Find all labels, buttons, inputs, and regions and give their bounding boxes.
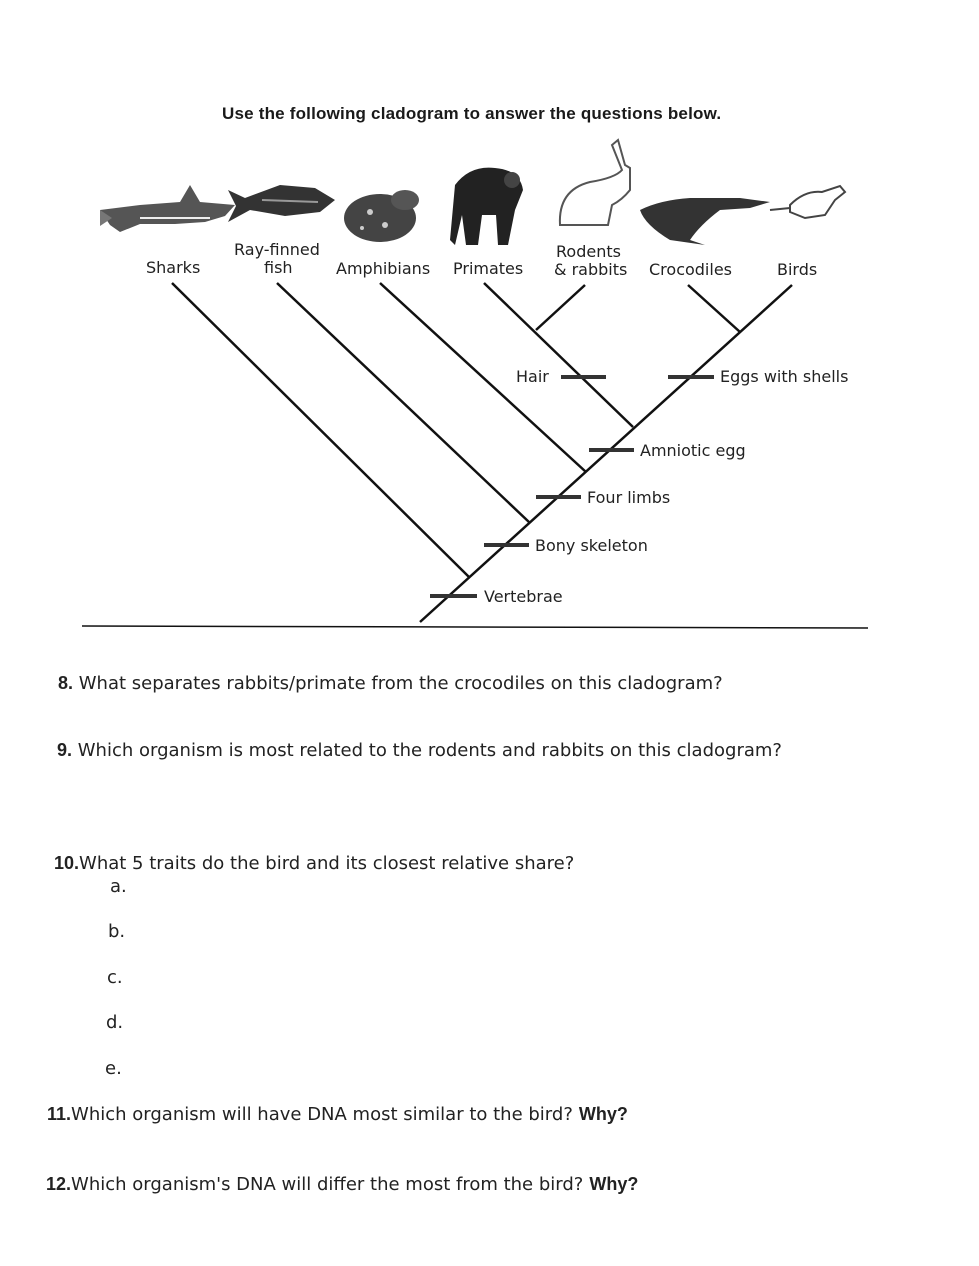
- answer-letter-b: b.: [108, 921, 126, 942]
- worksheet-heading: Use the following cladogram to answer the questions below.: [222, 104, 722, 123]
- why-label: Why?: [578, 1104, 628, 1124]
- bird-icon: [770, 186, 845, 218]
- taxon-rodents-line1: Rodents: [556, 242, 621, 261]
- answer-letter-a: a.: [110, 876, 127, 897]
- shark-icon: [100, 185, 235, 232]
- trait-ticks: [430, 377, 714, 596]
- taxon-sharks: Sharks: [146, 258, 201, 277]
- taxon-amphibians: Amphibians: [336, 259, 431, 278]
- branch-sharks: [172, 283, 470, 578]
- crocodile-icon: [640, 198, 770, 245]
- branch-rodents: [536, 285, 585, 330]
- baseline-rule: [82, 626, 868, 628]
- branch-ray-finned-fish: [277, 283, 530, 523]
- taxon-ray-finned-line1: Ray-finned: [234, 240, 320, 259]
- taxon-primates: Primates: [453, 259, 524, 278]
- question-10: [54, 853, 574, 874]
- trait-hair: Hair: [516, 367, 549, 386]
- answer-letter-c: c.: [107, 967, 123, 988]
- trait-amniotic-egg: Amniotic egg: [640, 441, 746, 460]
- trait-eggs-with-shells: Eggs with shells: [720, 367, 849, 386]
- trait-bony-skeleton: Bony skeleton: [535, 536, 648, 555]
- branch-primates: [484, 283, 633, 427]
- why-label: Why?: [589, 1174, 639, 1194]
- question-8: [58, 673, 723, 694]
- question-text: What separates rabbits/primate from the crocodiles on this cladogram?: [78, 673, 723, 694]
- taxon-rodents-line2: & rabbits: [554, 260, 628, 279]
- question-12: [46, 1174, 638, 1195]
- frog-icon: [344, 190, 419, 242]
- gorilla-icon: [450, 168, 523, 245]
- branch-crocodiles: [688, 285, 740, 332]
- taxon-crocodiles: Crocodiles: [649, 260, 732, 279]
- question-number: 9.: [57, 740, 73, 760]
- rabbit-icon: [560, 140, 630, 225]
- answer-letter-d: d.: [106, 1012, 124, 1033]
- question-11: [47, 1104, 628, 1125]
- question-text: Which organism will have DNA most similar to the bird?: [71, 1104, 573, 1125]
- trait-four-limbs: Four limbs: [587, 488, 671, 507]
- question-number: 10.: [54, 853, 80, 873]
- question-text: What 5 traits do the bird and its closest relative share?: [79, 853, 575, 874]
- answer-letter-e: e.: [105, 1058, 122, 1079]
- question-text: Which organism is most related to the rodents and rabbits on this cladogram?: [77, 740, 782, 761]
- taxon-ray-finned-line2: fish: [264, 258, 293, 277]
- taxon-birds: Birds: [777, 260, 818, 279]
- question-number: 8.: [58, 673, 74, 693]
- trait-vertebrae: Vertebrae: [484, 587, 563, 606]
- question-number: 11.: [47, 1104, 72, 1124]
- question-text: Which organism's DNA will differ the most from the bird?: [71, 1174, 584, 1195]
- question-9: [57, 740, 782, 761]
- question-number: 12.: [46, 1174, 72, 1194]
- fish-icon: [228, 185, 335, 222]
